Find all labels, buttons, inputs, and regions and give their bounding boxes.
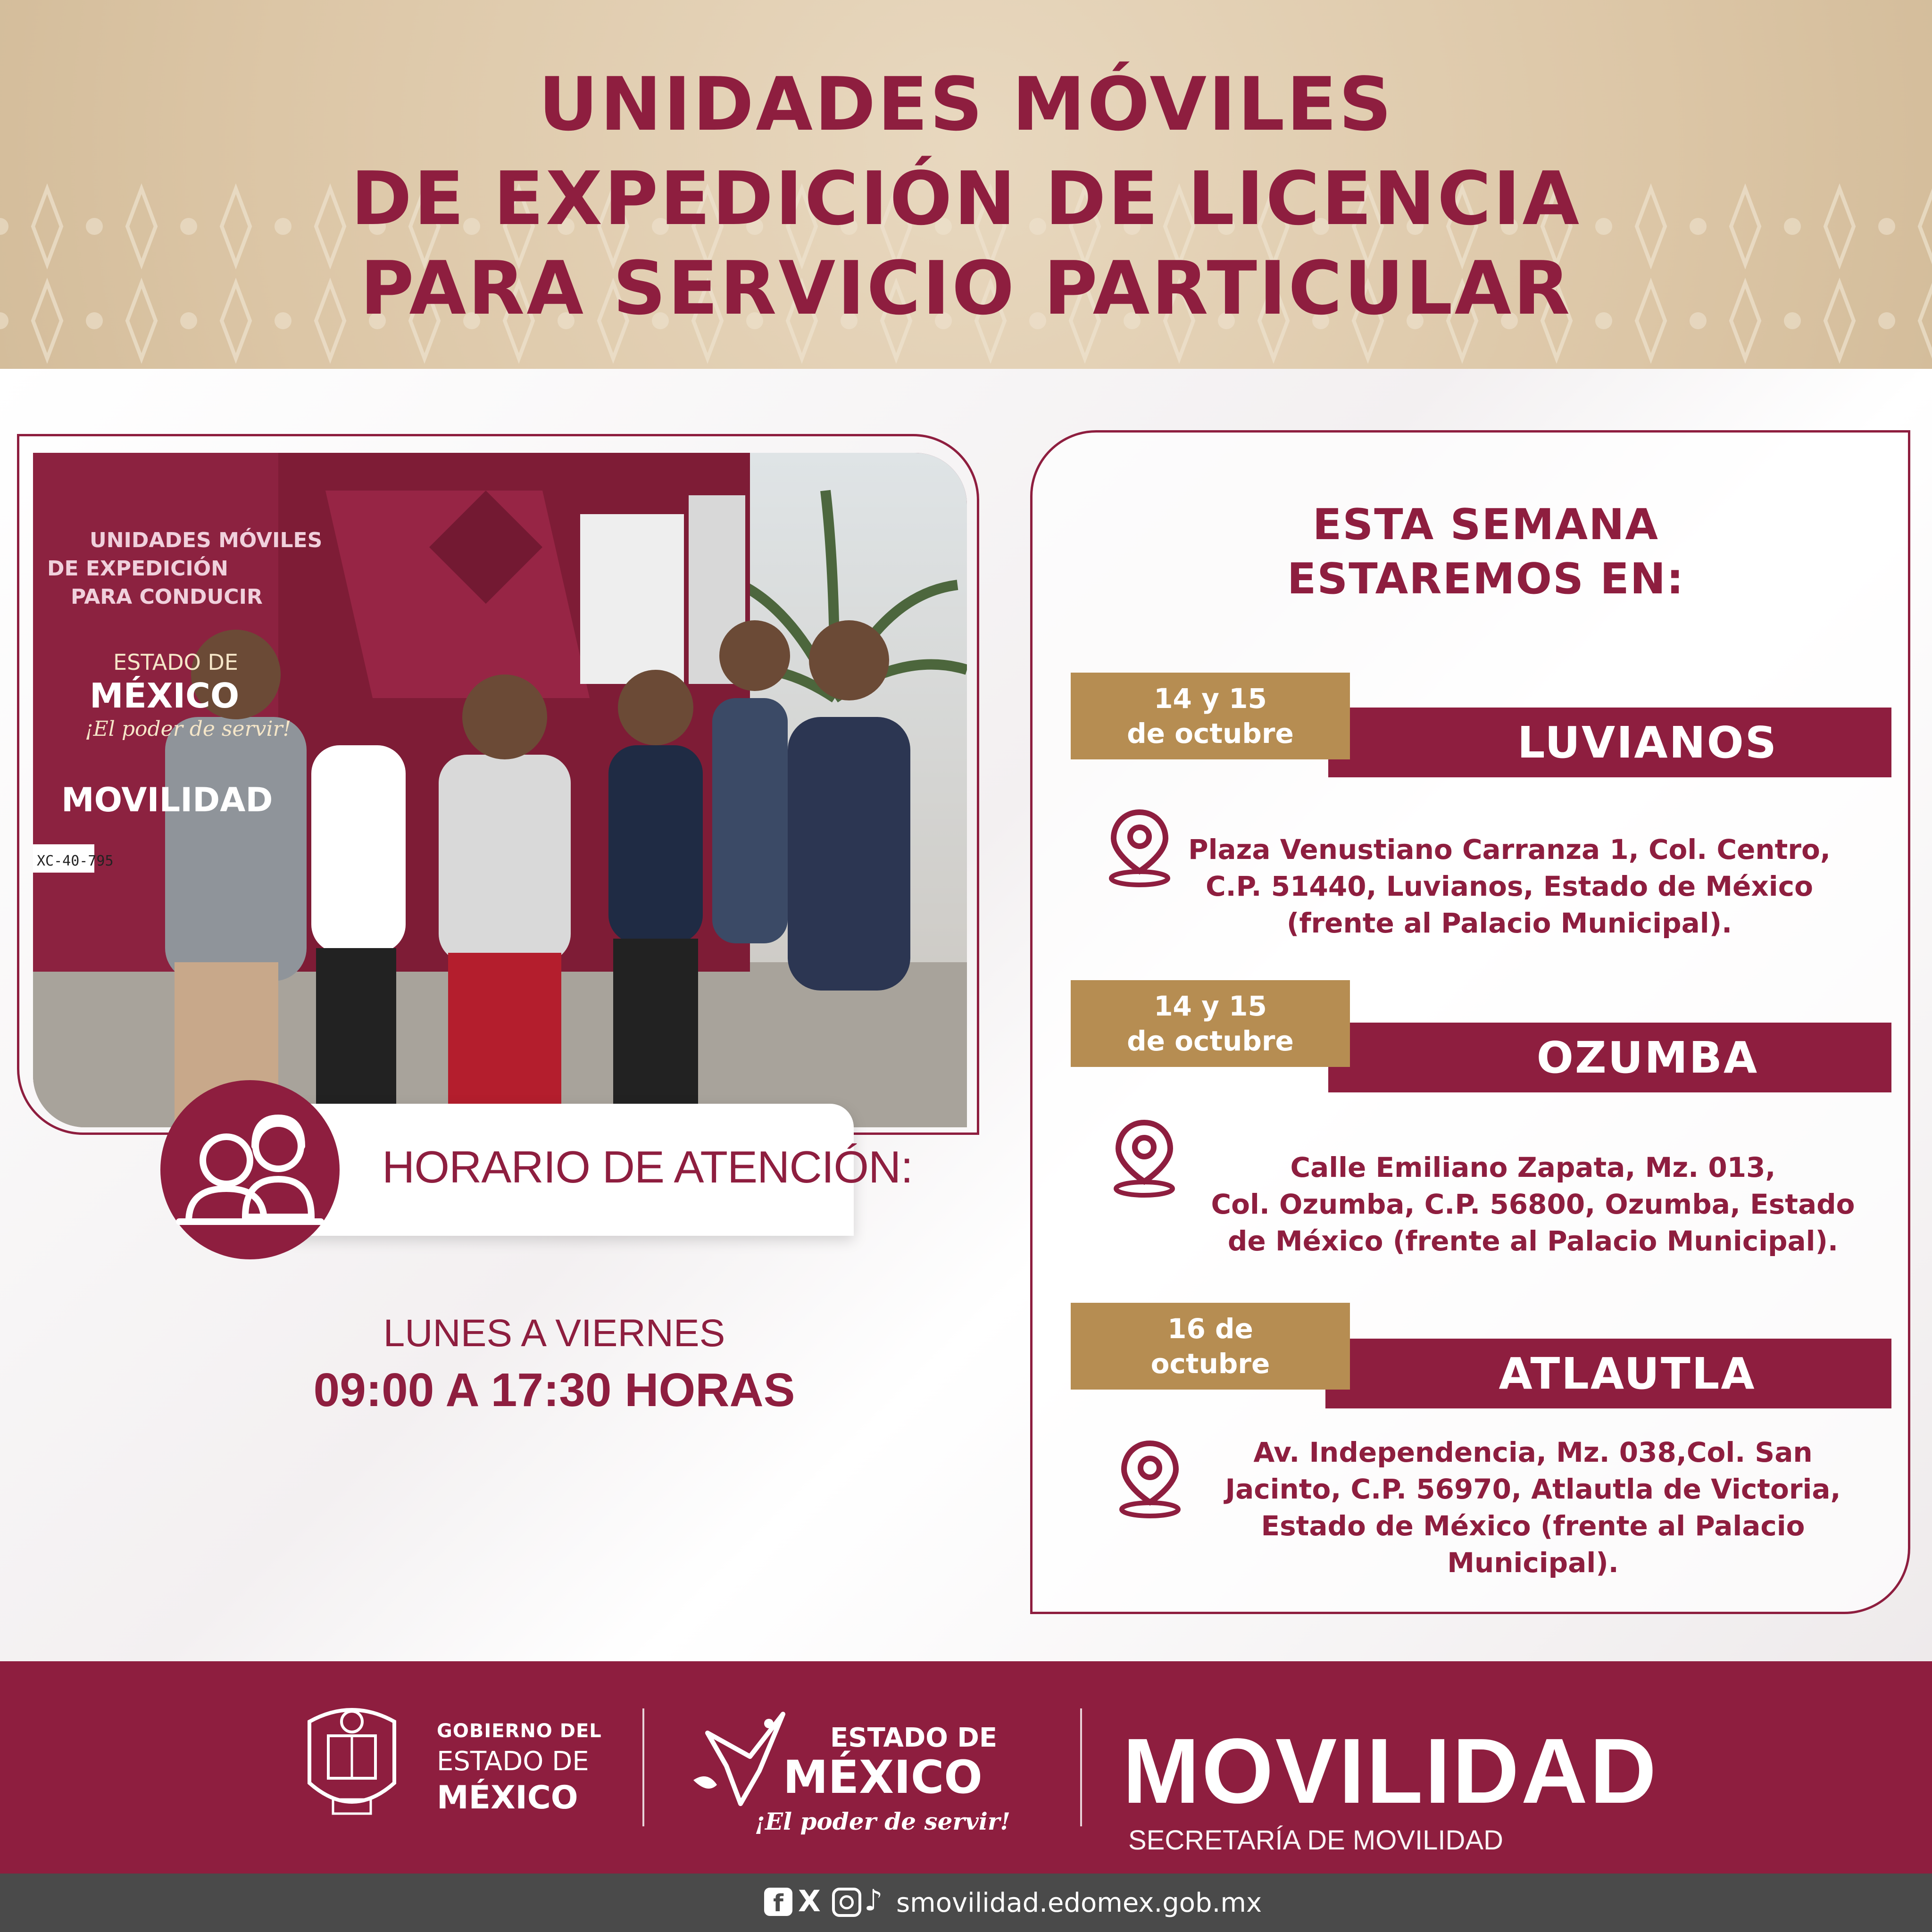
location-date-line-2: de octubre	[1127, 717, 1294, 749]
location-date-line-1: 14 y 15	[1154, 683, 1267, 715]
address-line: Av. Independencia, Mz. 038,Col. San	[1253, 1436, 1813, 1468]
gov-line-3: MÉXICO	[437, 1779, 578, 1816]
schedule-days: LUNES A VIERNES	[383, 1312, 725, 1355]
address-line: Municipal).	[1447, 1547, 1619, 1579]
locations-title-line-1: ESTA SEMANA	[1312, 500, 1659, 550]
van-text-1: UNIDADES MÓVILES	[90, 528, 323, 552]
van-photo-illustration	[33, 453, 967, 1127]
van-logo-slogan: ¡El poder de servir!	[85, 717, 291, 741]
address-line: (frente al Palacio Municipal).	[1286, 907, 1732, 939]
van-text-2: DE EXPEDICIÓN	[47, 557, 228, 581]
brand-line-2: MÉXICO	[783, 1751, 983, 1804]
hummingbird-logo-icon	[689, 1705, 797, 1813]
location-address	[1179, 831, 1840, 941]
location-pin-icon	[1107, 808, 1173, 888]
van-logo-top: ESTADO DE	[113, 650, 238, 675]
brand-slogan: ¡El poder de servir!	[755, 1807, 1011, 1835]
location-town: ATLAUTLA	[1499, 1348, 1756, 1399]
website-link[interactable]: smovilidad.edomex.gob.mx	[896, 1888, 1262, 1918]
location-town-bar	[1328, 708, 1891, 777]
gov-line-1: GOBIERNO DEL	[437, 1720, 602, 1742]
location-town-bar	[1328, 1023, 1891, 1092]
schedule-label: HORARIO DE ATENCIÓN:	[382, 1142, 913, 1192]
header-banner	[0, 0, 1932, 369]
location-pin-icon	[1117, 1439, 1183, 1519]
location-date-line-1: 14 y 15	[1154, 990, 1267, 1022]
instagram-icon[interactable]	[832, 1888, 861, 1917]
tiktok-icon[interactable]: ♪	[864, 1883, 883, 1917]
location-date	[1071, 1303, 1350, 1390]
location-date-line-2: octubre	[1150, 1348, 1270, 1380]
divider	[642, 1708, 644, 1826]
location-date-line-2: de octubre	[1127, 1025, 1294, 1057]
coat-of-arms-icon	[300, 1703, 404, 1825]
address-line: de México (frente al Palacio Municipal).	[1227, 1225, 1839, 1257]
van-movilidad: MOVILIDAD	[61, 781, 273, 819]
location-pin-icon	[1111, 1118, 1177, 1198]
address-line: Plaza Venustiano Carranza 1, Col. Centro,	[1188, 833, 1831, 866]
social-bar	[0, 1874, 1932, 1932]
location-date	[1071, 673, 1350, 759]
facebook-icon[interactable]: f	[764, 1888, 792, 1916]
location-town-bar	[1325, 1339, 1891, 1408]
address-line: Jacinto, C.P. 56970, Atlautla de Victoria,	[1225, 1473, 1841, 1505]
locations-title-line-2: ESTAREMOS EN:	[1287, 554, 1685, 604]
location-address	[1198, 1434, 1868, 1581]
title-line-1: UNIDADES MÓVILES	[538, 61, 1394, 147]
location-date	[1071, 980, 1350, 1067]
van-logo-main: MÉXICO	[90, 676, 240, 716]
address-line: Col. Ozumba, C.P. 56800, Ozumba, Estado	[1211, 1188, 1855, 1220]
customer-service-icon	[160, 1080, 340, 1259]
van-plate: XC-40-795	[37, 853, 114, 869]
title-line-3: PARA SERVICIO PARTICULAR	[360, 245, 1572, 331]
location-town: LUVIANOS	[1517, 717, 1778, 768]
location-date-line-1: 16 de	[1167, 1313, 1253, 1345]
title-line-2: DE EXPEDICIÓN DE LICENCIA	[350, 156, 1582, 242]
van-photo	[33, 453, 967, 1127]
divider	[1080, 1708, 1082, 1826]
location-address	[1198, 1149, 1868, 1259]
secretaria-label: SECRETARÍA DE MOVILIDAD	[1128, 1825, 1503, 1856]
location-town: OZUMBA	[1536, 1032, 1759, 1083]
gov-line-2: ESTADO DE	[437, 1746, 589, 1777]
footer	[0, 1661, 1932, 1874]
brand-line-1: ESTADO DE	[830, 1723, 998, 1753]
address-line: C.P. 51440, Luvianos, Estado de México	[1206, 870, 1813, 902]
schedule-circle	[160, 1080, 340, 1259]
movilidad-logo: MOVILIDAD	[1123, 1719, 1658, 1823]
address-line: Estado de México (frente al Palacio	[1261, 1510, 1805, 1542]
schedule-hours: 09:00 A 17:30 HORAS	[313, 1364, 795, 1416]
van-text-3: PARA CONDUCIR	[71, 585, 263, 609]
x-icon[interactable]: X	[798, 1884, 821, 1918]
address-line: Calle Emiliano Zapata, Mz. 013,	[1290, 1151, 1776, 1183]
